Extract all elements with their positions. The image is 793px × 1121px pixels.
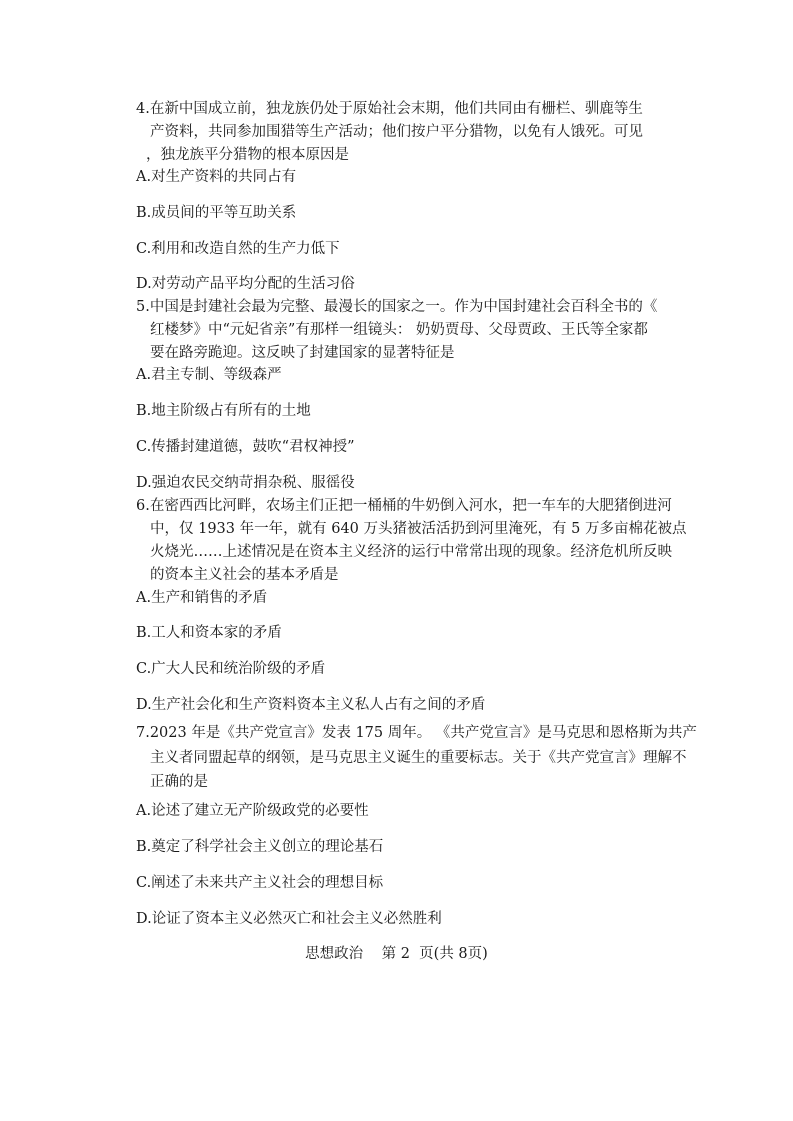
q5-stem-line-1: 5.中国是封建社会最为完整、最漫长的国家之一。作为中国封建社会百科全书的《 [136, 299, 658, 315]
q6-option-d: D.生产社会化和生产资料资本主义私人占有之间的矛盾 [136, 697, 486, 713]
q6-stem-line-4: 的资本主义社会的基本矛盾是 [150, 567, 339, 583]
page-footer: 思想政治 第 2 页(共 8页) [305, 946, 488, 962]
q4-option-a: A.对生产资料的共同占有 [136, 169, 297, 185]
q7-option-c: C.阐述了未来共产主义社会的理想目标 [136, 875, 384, 891]
q6-option-a: A.生产和销售的矛盾 [136, 590, 268, 606]
q7-option-d: D.论证了资本主义必然灭亡和社会主义必然胜利 [136, 911, 442, 927]
q4-stem-line-1: 4.在新中国成立前，独龙族仍处于原始社会末期，他们共同由有栅栏、驯鹿等生 [136, 101, 643, 117]
q4-option-b: B.成员间的平等互助关系 [136, 205, 297, 221]
q5-stem-line-3: 要在路旁跪迎。这反映了封建国家的显著特征是 [150, 345, 455, 361]
q4-option-c: C.利用和改造自然的生产力低下 [136, 241, 340, 257]
q7-option-a: A.论述了建立无产阶级政党的必要性 [136, 803, 369, 819]
q6-stem-line-2: 中，仅 1933 年一年，就有 640 万头猪被活活扔到河里淹死，有 5 万多亩棉花被点 [150, 521, 687, 537]
q6-option-b: B.工人和资本家的矛盾 [136, 625, 282, 641]
q6-stem-line-1: 6.在密西西比河畔，农场主们正把一桶桶的牛奶倒入河水，把一车车的大肥猪倒进河 [136, 498, 672, 514]
q5-option-c: C.传播封建道德，鼓吹“君权神授” [136, 439, 355, 455]
q7-stem-line-1: 7.2023 年是《共产党宣言》发表 175 周年。 《共产党宣言》是马克思和恩格斯为共产 [136, 725, 697, 741]
q5-option-d: D.强迫农民交纳苛捐杂税、服徭役 [136, 475, 355, 491]
q4-stem-line-3: ，独龙族平分猎物的根本原因是 [146, 147, 349, 163]
q5-option-a: A.君主专制、等级森严 [136, 367, 282, 383]
q5-option-b: B.地主阶级占有所有的土地 [136, 403, 311, 419]
q6-option-c: C.广大人民和统治阶级的矛盾 [136, 661, 326, 677]
q6-stem-line-3: 火烧光……上述情况是在资本主义经济的运行中常常出现的现象。经济危机所反映 [150, 544, 672, 560]
q7-stem-line-3: 正确的是 [150, 774, 208, 790]
q7-option-b: B.奠定了科学社会主义创立的理论基石 [136, 839, 384, 855]
q4-stem-line-2: 产资料，共同参加围猎等生产活动；他们按户平分猎物，以免有人饿死。可见 [150, 124, 643, 140]
q7-stem-line-2: 主义者同盟起草的纲领，是马克思主义诞生的重要标志。关于《共产党宣言》理解不 [150, 750, 687, 766]
q5-stem-line-2: 红楼梦》中“元妃省亲”有那样一组镜头： 奶奶贾母、父母贾政、王氏等全家都 [150, 322, 648, 338]
q4-option-d: D.对劳动产品平均分配的生活习俗 [136, 276, 355, 292]
